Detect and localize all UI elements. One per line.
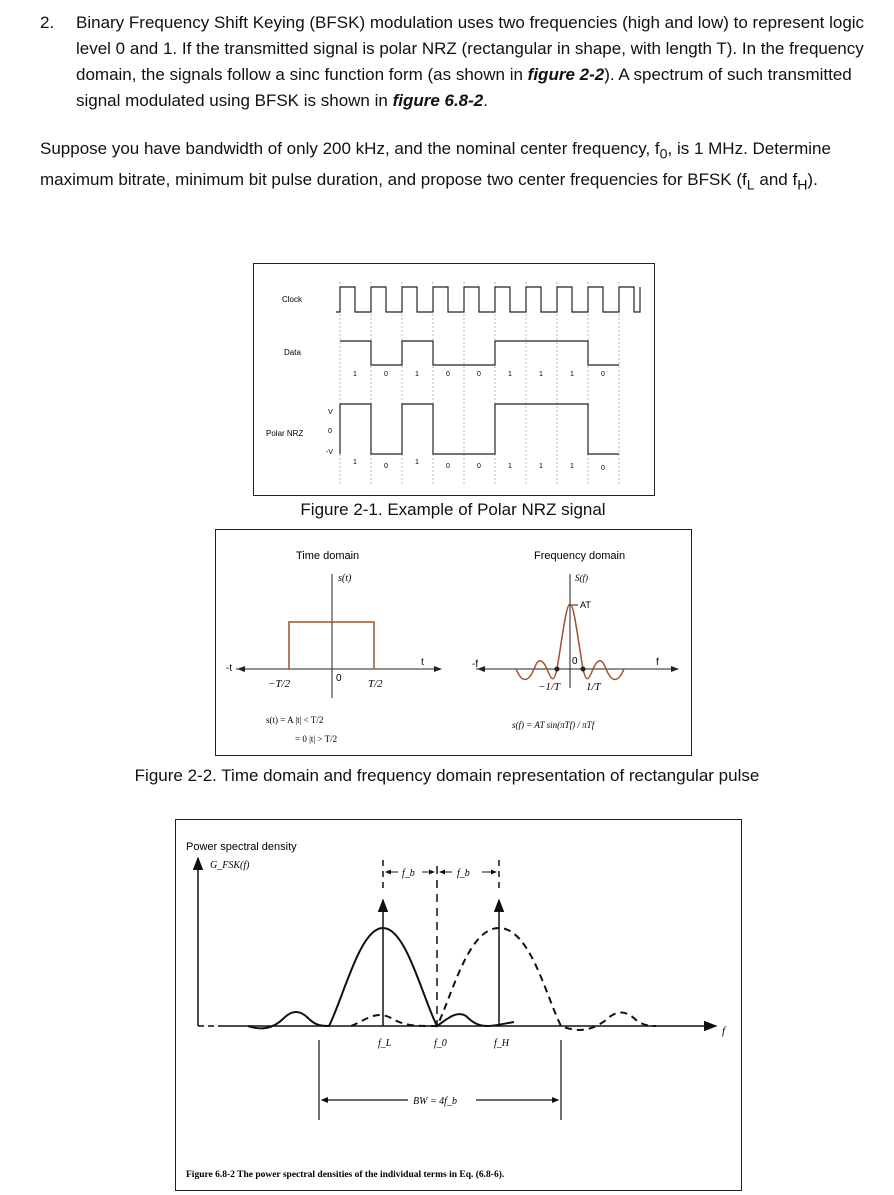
clock-label: Clock [282,295,303,304]
eq-time-2: = 0 |t| > T/2 [295,734,338,744]
pos-inv-t-label: 1/T [586,681,601,693]
task-text-b: , is 1 MHz. Determine maximum bitrate, minimum bit pulse duration, and propose two center frequencies for BFSK (f [40,139,831,190]
pos-half-t-label: T/2 [368,678,383,690]
task-text-c: and f [754,170,798,190]
figure-ref-2-2: figure 2-2 [527,65,605,84]
freq-domain-title: Frequency domain [534,550,626,562]
g-fsk-label: G_FSK(f) [210,860,250,871]
sub-H: H [797,177,808,194]
data-bit: 1 [570,371,574,378]
data-bit: 0 [446,371,450,378]
polar-bit: 0 [384,463,388,470]
data-bit: 0 [384,371,388,378]
polar-bit: 1 [415,459,419,466]
st-label: s(t) [338,573,352,584]
data-bit: 1 [415,371,419,378]
polar-nrz-waveform [340,404,619,454]
bw-label: BW = 4f_b [413,1096,457,1107]
rect-pulse-diagram [216,530,691,755]
at-label: AT [580,600,591,610]
question-paragraph [76,10,866,114]
figure-6-8-2 [175,819,742,1191]
question-text-c: . [483,91,488,110]
data-bit: 0 [601,371,605,378]
figure-6-8-2-caption: Figure 6.8-2 The power spectral densities of the individual terms in Eq. (6.8-6). [186,1170,505,1180]
task-text-d: ). [807,170,818,190]
neg-f-label: -f [472,659,479,670]
polar-bit: 1 [508,463,512,470]
time-domain-title: Time domain [296,550,360,562]
eq-time-1: s(t) = A |t| < T/2 [266,715,324,725]
psd-diagram [176,820,741,1190]
polar-nrz-diagram [254,264,654,495]
data-label: Data [284,348,301,357]
question-text-a: Binary Frequency Shift Keying (BFSK) modulation uses two frequencies (high and low) to represent logic level 0 and 1. If the transmitted signal is polar NRZ (rectangular in shape, with length T). In the frequency domain, the signals follow a sinc function form (as shown in [76,13,865,84]
figure-2-1 [253,263,655,496]
polar-bit: 0 [446,463,450,470]
neg-t-label: -t [226,663,233,674]
question-number: 2. [40,13,55,32]
f0-label: f_0 [434,1038,447,1049]
figure-ref-6-8-2: figure 6.8-2 [392,91,484,110]
data-waveform [340,341,619,365]
sub-L: L [746,177,755,194]
data-bit: 0 [477,371,481,378]
polar-bit: 0 [477,463,481,470]
freq-zero-label: 0 [572,656,578,667]
polar-nrz-label: Polar NRZ [266,429,304,438]
fb-label-2: f_b [457,868,470,879]
v-label: V [328,409,333,416]
psd-dashed-curve [351,928,656,1030]
time-zero-label: 0 [336,673,342,684]
sub-0: 0 [659,146,668,163]
data-bit: 1 [539,371,543,378]
clock-waveform [336,287,640,312]
sf-label: S(f) [575,573,588,583]
data-bits [353,371,605,378]
zero-level-label: 0 [328,428,332,435]
polar-bit: 1 [570,463,574,470]
polar-bit: 0 [601,465,605,472]
fh-label: f_H [494,1038,509,1049]
task-text-a: Suppose you have bandwidth of only 200 kHz, and the nominal center frequency, f [40,139,660,158]
polar-bits [353,459,605,472]
data-bit: 1 [353,371,357,378]
pos-t-label: t [421,657,424,668]
psd-title: Power spectral density [186,841,297,853]
f-axis-label: f [722,1025,726,1037]
data-bit: 1 [508,371,512,378]
task-paragraph [40,136,870,199]
figure-2-1-caption: Figure 2-1. Example of Polar NRZ signal [300,500,606,519]
fb-label-1: f_b [402,868,415,879]
polar-bit: 1 [353,459,357,466]
eq-freq: s(f) = AT sin(πTf) / πTf [512,720,595,730]
pos-f-label: f [656,657,659,668]
figure-2-2-caption: Figure 2-2. Time domain and frequency domain representation of rectangular pulse [134,766,760,785]
polar-bit: 1 [539,463,543,470]
neg-half-t-label: −T/2 [268,678,291,690]
fl-label: f_L [378,1038,392,1049]
figure-2-2 [215,529,692,756]
question-text-b: ). A spectrum of such transmitted signal modulated using BFSK is shown in [76,65,852,110]
neg-inv-t-label: −1/T [538,681,561,693]
neg-v-label: -V [326,449,333,456]
